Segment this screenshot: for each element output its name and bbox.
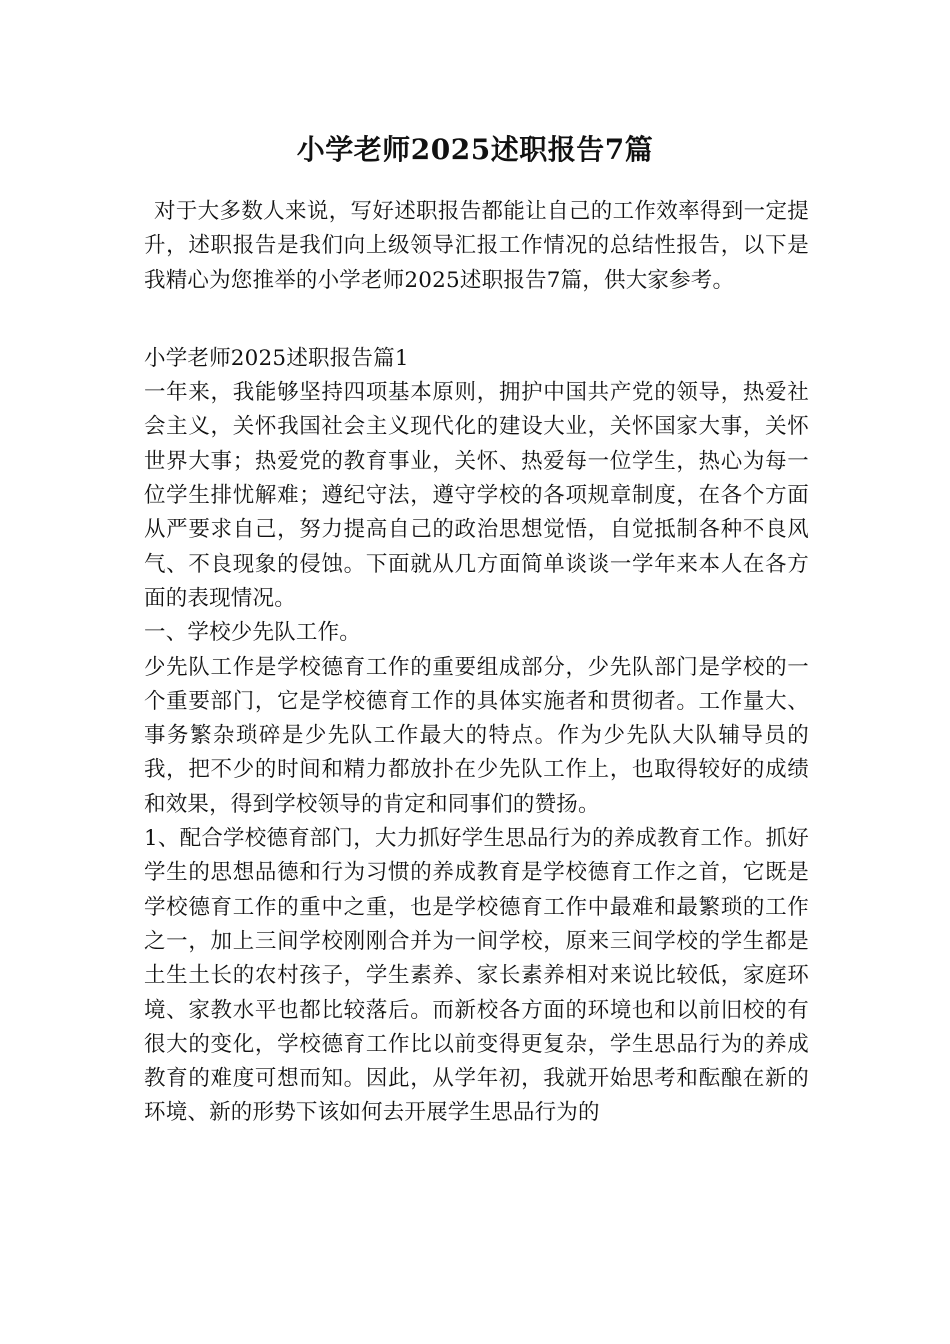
subsection-heading: 一、学校少先队工作。 — [144, 620, 362, 646]
body-paragraph: 少先队工作是学校德育工作的重要组成部分，少先队部门是学校的一个重要部门，它是学校德育工作的具体实施者和贯彻者。工作量大、事务繁杂琐碎是少先队工作最大的特点。作为少先队大队辅导员的我，把不少的时间和精力都放扑在少先队工作上，也取得较好的成绩和效果，得到学校领导的肯定和同事们的赞扬。 — [144, 654, 809, 817]
body-paragraph: 1、配合学校德育部门，大力抓好学生思品行为的养成教育工作。抓好学生的思想品德和行为习惯的养成教育是学校德育工作之首，它既是学校德育工作的重中之重，也是学校德育工作中最难和最繁琐的工作之一，加上三间学校刚刚合并为一间学校，原来三间学校的学生都是土生土长的农村孩子，学生素养、家长素养相对来说比较低，家庭环境、家教水平也都比较落后。而新校各方面的环境也和以前旧校的有很大的变化，学校德育工作比以前变得更复杂，学生思品行为的养成教育的难度可想而知。因此，从学年初，我就开始思考和酝酿在新的环境、新的形势下该如何去开展学生思品行为的 — [144, 826, 809, 1126]
document-title: 小学老师2025述职报告7篇 — [296, 133, 654, 166]
body-paragraph: 一年来，我能够坚持四项基本原则，拥护中国共产党的领导，热爱社会主义，关怀我国社会主义现代化的建设大业，关怀国家大事，关怀世界大事；热爱党的教育事业，关怀、热爱每一位学生，热心为每一位学生排忧解难；遵纪守法，遵守学校的各项规章制度，在各个方面从严要求自己，努力提高自己的政治思想觉悟，自觉抵制各种不良风气、不良现象的侵蚀。下面就从几方面简单谈谈一学年来本人在各方面的表现情况。 — [144, 380, 809, 611]
paragraph-gap — [144, 298, 809, 342]
document-body — [144, 195, 809, 1131]
intro-paragraph: 对于大多数人来说，写好述职报告都能让自己的工作效率得到一定提升，述职报告是我们向上级领导汇报工作情况的总结性报告，以下是我精心为您推举的小学老师2025述职报告7篇，供大家参考。 — [144, 199, 809, 293]
section-heading-part-1: 小学老师2025述职报告篇1 — [144, 345, 409, 371]
